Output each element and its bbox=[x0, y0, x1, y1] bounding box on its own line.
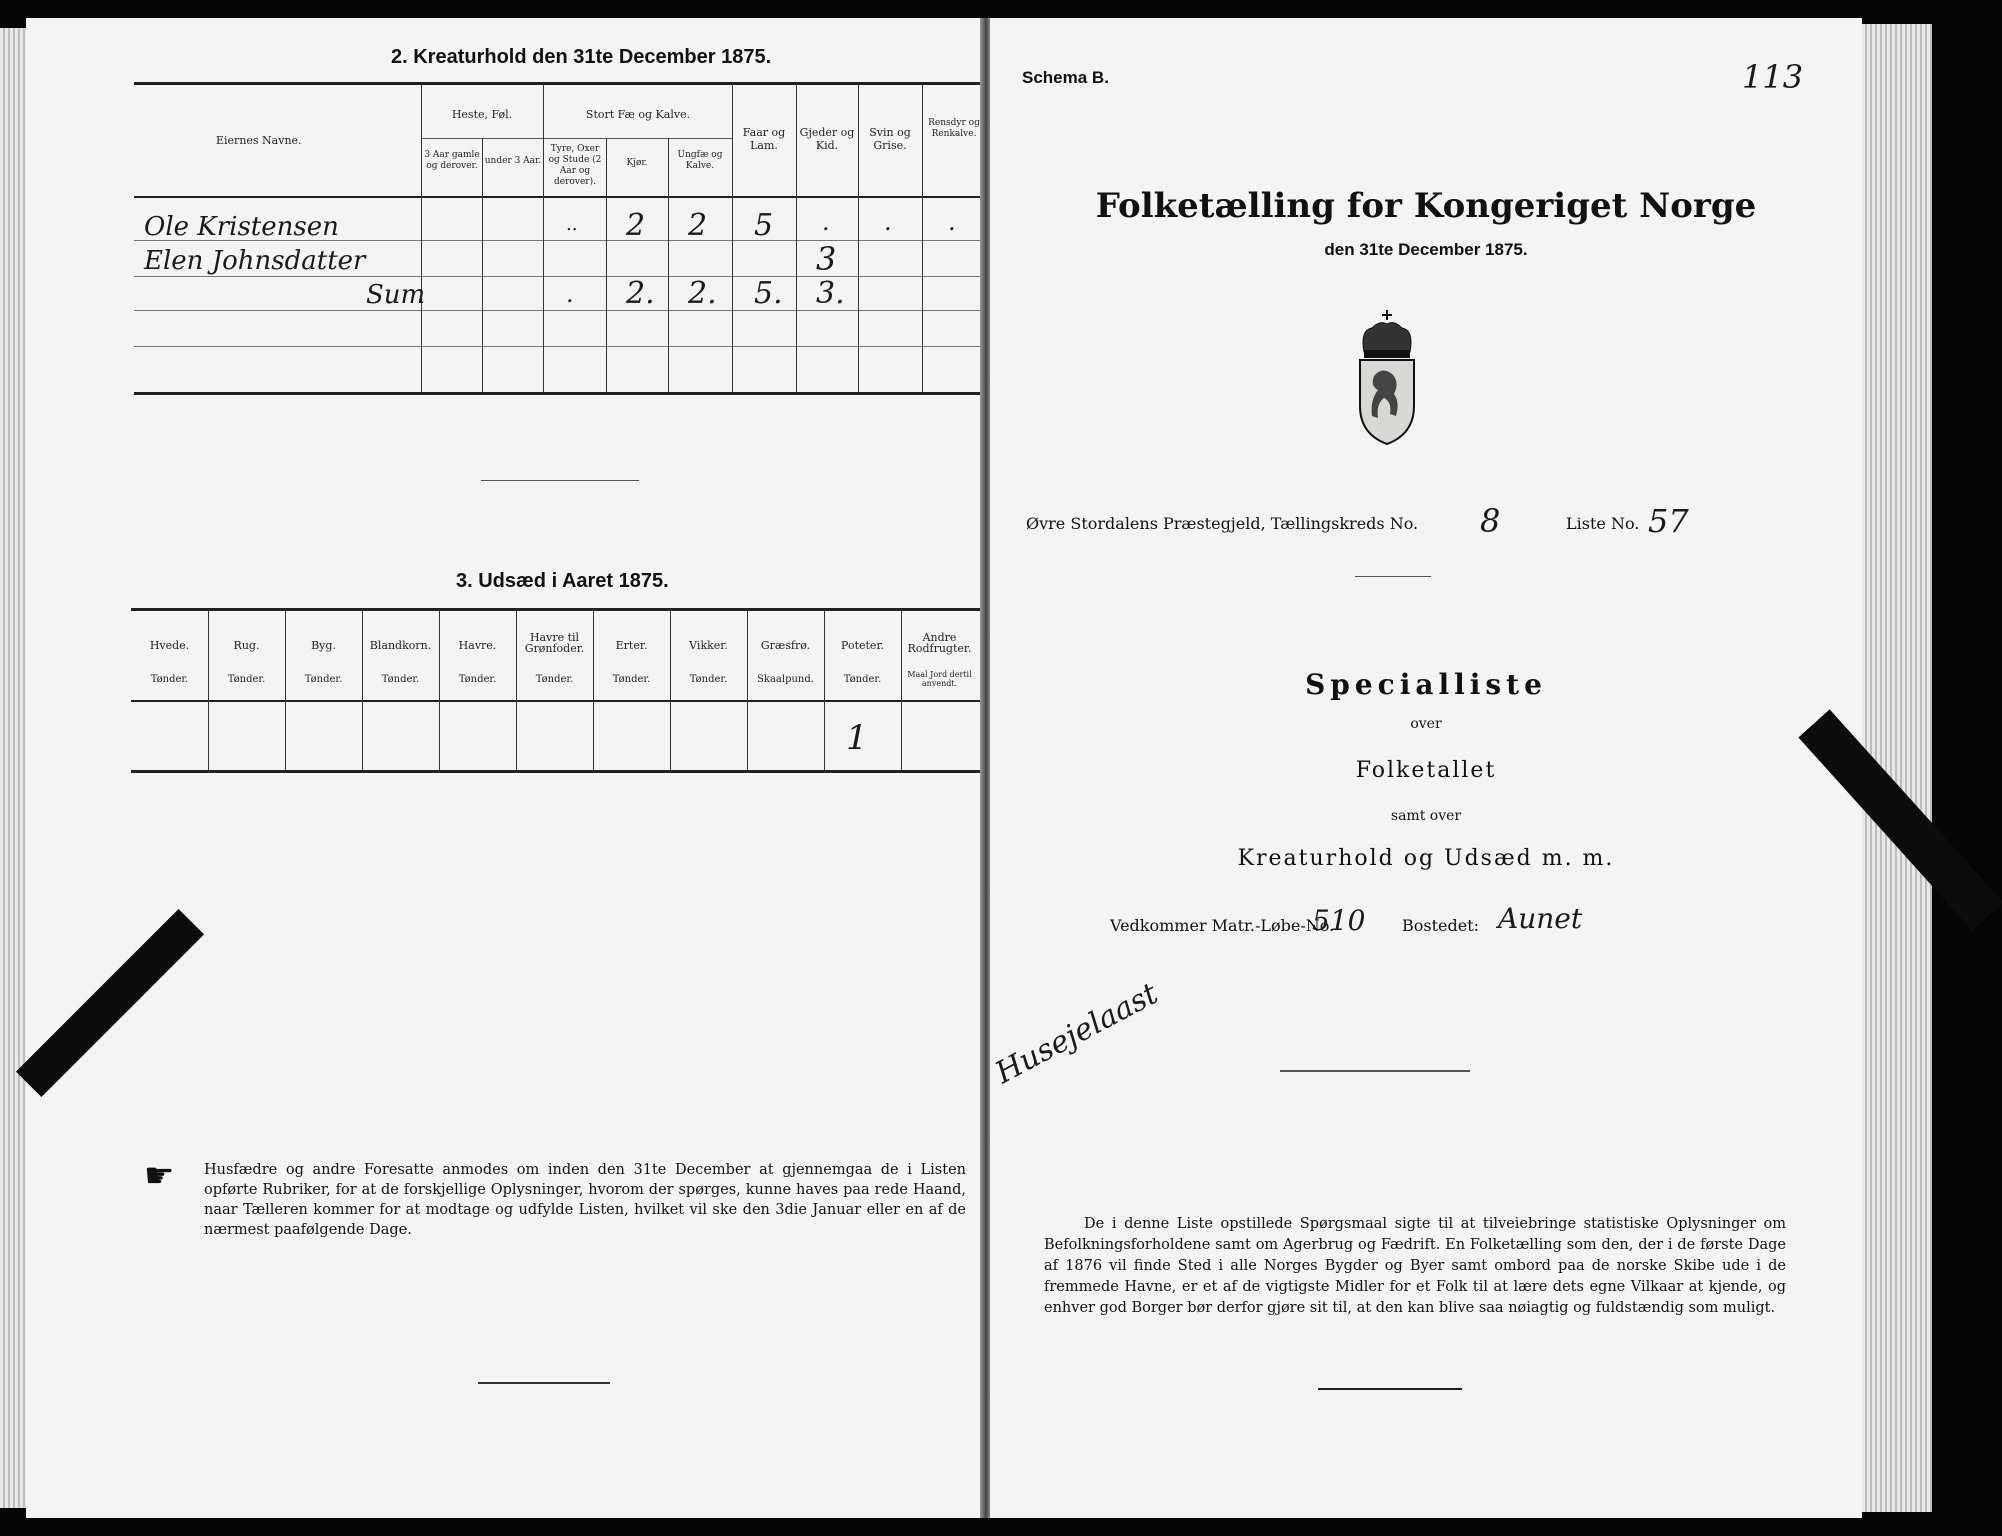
row-1-ungfae: 2 bbox=[688, 208, 708, 243]
table2-header-rule bbox=[134, 196, 1000, 198]
pointing-hand-icon: ☛ bbox=[144, 1156, 175, 1196]
header-fae-sub1: Tyre, Oxer og Stude (2 Aar og derover). bbox=[548, 144, 602, 187]
folio-number: 113 bbox=[1742, 58, 1804, 96]
section-2-title: 2. Kreaturhold den 31te December 1875. bbox=[391, 46, 772, 68]
row-sum-kjor: 2. bbox=[626, 276, 655, 311]
col-divider bbox=[482, 138, 483, 392]
col-divider bbox=[362, 610, 363, 770]
col-divider bbox=[858, 84, 859, 392]
header-svin: Svin og Grise. bbox=[869, 126, 911, 152]
folketallet-text: Folketallet bbox=[1355, 758, 1497, 783]
left-page-edge bbox=[0, 28, 28, 1508]
census-date: den 31te December 1875. bbox=[1324, 240, 1528, 259]
udsaed-col-name: Havre til Grønfoder. bbox=[524, 631, 585, 655]
bosted-value: Aunet bbox=[1498, 902, 1583, 935]
udsaed-col-unit: Maal Jord dertil anvendt. bbox=[907, 670, 972, 688]
header-fae-sub2: Kjør. bbox=[626, 158, 648, 168]
section-3-title: 3. Udsæd i Aaret 1875. bbox=[456, 570, 669, 592]
schema-label: Schema B. bbox=[1022, 68, 1109, 87]
col-divider bbox=[543, 84, 544, 392]
udsaed-col-unit: Tønder. bbox=[227, 674, 266, 685]
row-1-kjor: 2 bbox=[626, 208, 646, 243]
header-rensdyr: Rensdyr og Renkalve. bbox=[928, 118, 980, 139]
specialliste-title: Specialliste bbox=[1305, 668, 1547, 701]
row-1-rensdyr: . bbox=[948, 208, 956, 236]
udsaed-col-unit: Tønder. bbox=[689, 674, 728, 685]
table3-top-rule bbox=[131, 608, 1000, 611]
header-heste: Heste, Føl. bbox=[451, 108, 513, 121]
udsaed-col-unit: Tønder. bbox=[150, 674, 189, 685]
col-divider bbox=[922, 84, 923, 392]
table2-top-rule bbox=[134, 82, 1000, 85]
udsaed-col-name: Andre Rodfrugter. bbox=[907, 631, 972, 655]
main-title: Folketælling for Kongeriget Norge bbox=[1095, 186, 1757, 226]
col-divider bbox=[439, 610, 440, 770]
kreds-number: 8 bbox=[1480, 502, 1501, 540]
udsaed-col-unit: Tønder. bbox=[612, 674, 651, 685]
row-1-tyre: .. bbox=[566, 214, 578, 235]
matr-label: Vedkommer Matr.-Løbe-No. bbox=[1110, 916, 1335, 935]
header-owner: Eiernes Navne. bbox=[216, 134, 302, 147]
signature: Husejelaast bbox=[989, 976, 1164, 1091]
col-divider bbox=[208, 610, 209, 770]
coat-of-arms-icon bbox=[1352, 306, 1422, 448]
row-2-gjeder: 3 bbox=[816, 240, 837, 278]
bottom-rule bbox=[1318, 1388, 1462, 1390]
matr-number: 510 bbox=[1312, 904, 1366, 937]
col-divider bbox=[421, 84, 422, 392]
notice-text: Husfædre og andre Foresatte anmodes om inden den 31te December at gjennemgaa de i Listen opførte Rubriker, for at de forskjellige Oplysninger, hvorom der spørges, kunne haves paa rede Haand, naar Tælleren kommer for at modtage og udfylde Listen, hvilket vil ske den 3die Januar eller en af de nærmest paafølgende Dage. bbox=[204, 1162, 966, 1238]
udsaed-col-unit: Tønder. bbox=[381, 674, 420, 685]
udsaed-col-name: Rug. bbox=[233, 639, 260, 652]
table2-row-rule bbox=[134, 276, 1000, 277]
over-text: over bbox=[1410, 716, 1442, 732]
col-divider bbox=[824, 610, 825, 770]
liste-label: Liste No. bbox=[1566, 514, 1640, 533]
row-sum-gjeder: 3. bbox=[816, 276, 845, 311]
udsaed-col-name: Erter. bbox=[615, 639, 648, 652]
left-page bbox=[26, 18, 984, 1518]
bottom-rule bbox=[478, 1382, 610, 1384]
table2-bottom-rule bbox=[134, 392, 1000, 395]
udsaed-col-name: Byg. bbox=[311, 639, 336, 652]
footer-text: De i denne Liste opstillede Spørgsmaal sigte til at tilveiebringe statistiske Oplysninger om Befolkningsforholdene samt om Agerbrug og Fædrift. En Folketælling som den, der i de første Dage af 1876 vil finde Sted i alle Norges Bygder og Byer samt ombord paa de norske Skibe ude i de fremmede Havne, er et af de vigtigste Midler for et Folk til at lære dets egne Vilkaar at kjende, og enhver god Borger bør derfor gjøre sit til, at den kan blive saa nøiagtig og fuldstændig som muligt. bbox=[1044, 1216, 1786, 1316]
udsaed-col-unit: Tønder. bbox=[535, 674, 574, 685]
table3-bottom-rule bbox=[131, 770, 1000, 773]
udsaed-col-name: Blandkorn. bbox=[369, 639, 432, 652]
row-sum-ungfae: 2. bbox=[688, 276, 717, 311]
table3-header-rule bbox=[131, 700, 1000, 702]
row-1-name: Ole Kristensen bbox=[144, 212, 339, 242]
samt-over-text: samt over bbox=[1390, 808, 1462, 824]
row-1-svin: . bbox=[884, 208, 892, 236]
bosted-label: Bostedet: bbox=[1402, 916, 1480, 935]
col-divider bbox=[747, 610, 748, 770]
separator-rule bbox=[1355, 576, 1431, 577]
table2-row-rule bbox=[134, 346, 1000, 347]
separator-rule bbox=[1280, 1070, 1470, 1072]
kreatur-text: Kreaturhold og Udsæd m. m. bbox=[1237, 846, 1615, 871]
col-divider bbox=[670, 610, 671, 770]
col-divider bbox=[796, 84, 797, 392]
udsaed-col-name: Havre. bbox=[458, 639, 497, 652]
udsaed-col-unit: Tønder. bbox=[843, 674, 882, 685]
header-gjeder: Gjeder og Kid. bbox=[799, 126, 855, 152]
udsaed-col-name: Græsfrø. bbox=[760, 639, 811, 652]
col-divider bbox=[668, 138, 669, 392]
header-heste-sub1: 3 Aar gamle og derover. bbox=[424, 150, 480, 171]
header-stortfae: Stort Fæ og Kalve. bbox=[585, 108, 691, 121]
table2-row-rule bbox=[134, 310, 1000, 311]
header-fae-sub3: Ungfæ og Kalve. bbox=[677, 150, 723, 171]
header-faar: Faar og Lam. bbox=[742, 126, 786, 152]
row-sum-tyre: . bbox=[566, 280, 574, 308]
liste-number: 57 bbox=[1648, 502, 1689, 540]
udsaed-col-name: Hvede. bbox=[149, 639, 190, 652]
udsaed-col-name: Vikker. bbox=[689, 639, 728, 652]
row-sum-label: Sum bbox=[366, 280, 426, 310]
col-divider bbox=[606, 138, 607, 392]
row-1-gjeder: . bbox=[822, 208, 830, 236]
udsaed-col-unit: Tønder. bbox=[458, 674, 497, 685]
udsaed-col-unit: Tønder. bbox=[304, 674, 343, 685]
poteter-value: 1 bbox=[846, 718, 868, 758]
table2-subhead-rule bbox=[544, 138, 732, 139]
col-divider bbox=[732, 84, 733, 392]
udsaed-col-name: Poteter. bbox=[841, 639, 884, 652]
udsaed-col-unit: Skaalpund. bbox=[757, 674, 814, 685]
separator-rule bbox=[481, 480, 639, 481]
col-divider bbox=[593, 610, 594, 770]
header-heste-sub2: under 3 Aar. bbox=[484, 156, 542, 166]
right-page bbox=[990, 18, 1862, 1518]
row-1-faar: 5 bbox=[754, 208, 774, 243]
parish-label: Øvre Stordalens Præstegjeld, Tællingskreds No. bbox=[1026, 514, 1419, 533]
row-2-name: Elen Johnsdatter bbox=[144, 246, 366, 276]
col-divider bbox=[285, 610, 286, 770]
row-sum-faar: 5. bbox=[754, 276, 783, 311]
